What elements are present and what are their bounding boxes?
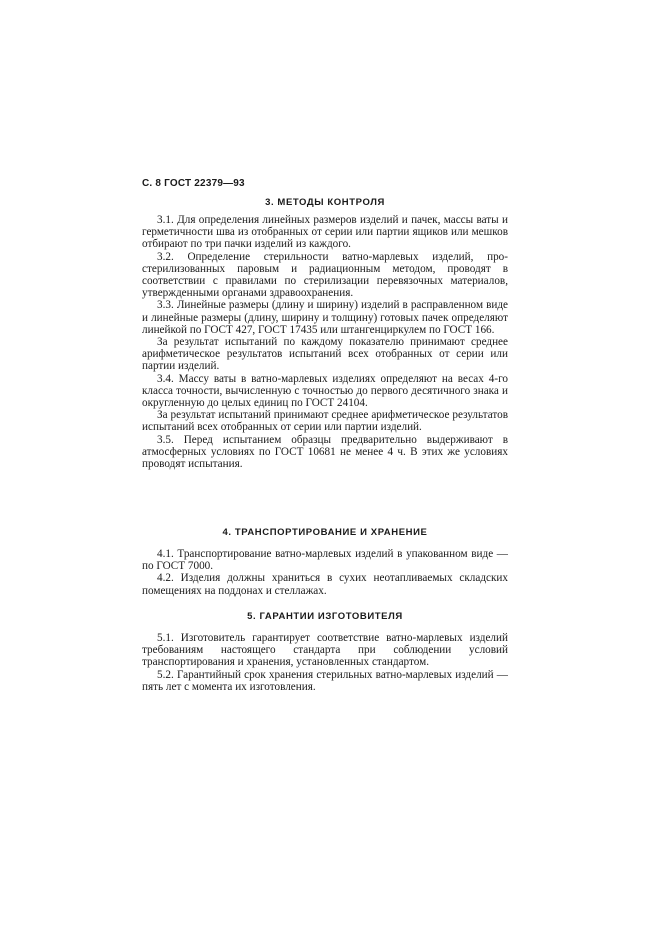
paragraph-3-4-result: За результат испытаний принимают среднее арифметическое результатов испытаний всех отобранных от серии или партии изделий. [142,409,508,434]
section-transport-and-storage [142,527,508,597]
section-manufacturer-warranty [142,611,508,693]
section-heading: 3. МЕТОДЫ КОНТРОЛЯ [265,197,385,208]
paragraph-4-1: 4.1. Транспортирование ватно-марлевых изделий в упакованном виде — по ГОСТ 7000. [142,548,508,573]
paragraph-3-3-result: За результат испытаний по каждому показателю принимают среднее арифметическое результатов испытаний всех отобранных от серии или партии изделий. [142,336,508,373]
paragraph-3-3: 3.3. Линейные размеры (длину и ширину) изделий в расправленном виде и линейные размеры (длину, ширину и толщину) готовых пачек определяют линейкой по ГОСТ 427, ГОСТ 17435 или штангенциркулем по ГОСТ 166. [142,299,508,336]
section-heading: 4. ТРАНСПОРТИРОВАНИЕ И ХРАНЕНИЕ [222,527,428,538]
section-heading: 5. ГАРАНТИИ ИЗГОТОВИТЕЛЯ [247,611,403,622]
paragraph-5-2: 5.2. Гарантийный срок хранения стерильных ватно-марлевых изделий — пять лет с момента их изготовления. [142,668,508,693]
paragraph-3-1: 3.1. Для определения линейных размеров изделий и пачек, массы ваты и герметичности шва из отобранных от серии или партии ящиков или мешков отбирают по три пачки изделий из каждого. [142,214,508,251]
section-methods-of-control [142,197,508,470]
paragraph-4-2: 4.2. Изделия должны храниться в сухих неотапливаемых складских помещениях на поддонах и стеллажах. [142,572,508,597]
running-header: С. 8 ГОСТ 22379—93 [142,178,245,189]
paragraph-3-5: 3.5. Перед испытанием образцы предварительно выдерживают в атмосферных условиях по ГОСТ 10681 не менее 4 ч. В этих же условиях проводят испытания. [142,433,508,471]
paragraph-5-1: 5.1. Изготовитель гарантирует соответствие ватно-марлевых изделий требованиям настоящего стандарта при соблюдении условий транспортирования и хранения, установленных стандартом. [142,632,508,669]
paragraph-3-2: 3.2. Определение стерильности ватно-марлевых изделий, простерилизованных паровым и радиационным методом, проводят в соответствии с правилами по стерилизации перевязочных материалов, утвержденными органами здравоохранения. [142,250,508,300]
paragraph-3-4: 3.4. Массу ваты в ватно-марлевых изделиях определяют на весах 4-го класса точности, вычисленную с точностью до первого десятичного знака и округленную до целых единиц по ГОСТ 24104. [142,372,508,410]
